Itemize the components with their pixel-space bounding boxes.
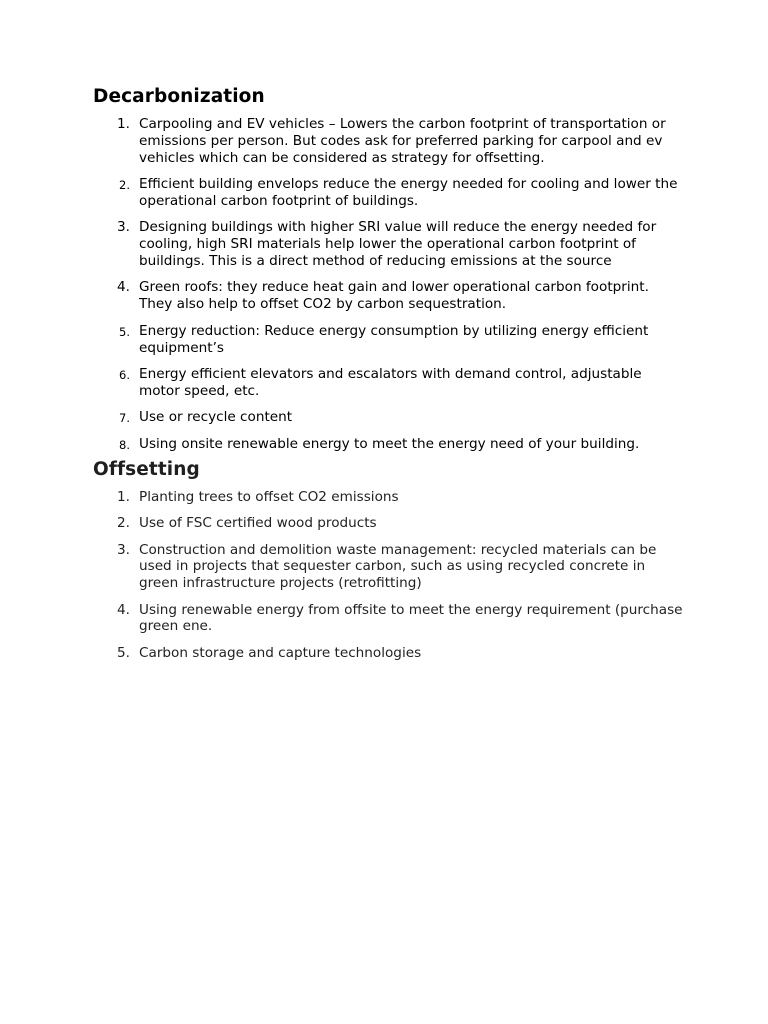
list-item-number: 5. xyxy=(117,644,130,661)
list-item-number: 4. xyxy=(117,601,130,618)
list-item xyxy=(93,489,683,506)
list-item-text: Efficient building envelops reduce the energy needed for cooling and lower the operational carbon footprint of buildings. xyxy=(139,176,678,209)
list-item-text: Use or recycle content xyxy=(139,409,293,426)
list-item xyxy=(93,436,683,453)
list-item-number: 2. xyxy=(119,178,130,193)
list-item-number: 1. xyxy=(117,116,130,132)
list-item xyxy=(93,515,683,532)
list-item-number: 5. xyxy=(119,324,130,339)
list-item-text: Planting trees to offset CO2 emissions xyxy=(139,488,399,505)
list-item-text: Using renewable energy from offsite to meet the energy requirement (purchase green ene. xyxy=(139,601,683,635)
list-item-text: Using onsite renewable energy to meet the energy need of your building. xyxy=(139,435,640,452)
list-item-number: 3. xyxy=(117,219,130,236)
list-item xyxy=(93,542,683,592)
list-item-number: 3. xyxy=(117,541,130,558)
section-heading-offsetting: Offsetting xyxy=(93,458,200,480)
list-item-text: Construction and demolition waste management: recycled materials can be used in projects that sequester carbon, such as using recycled concrete in green infrastructure projects (retrofitting) xyxy=(139,541,657,592)
list-item xyxy=(93,116,683,166)
list-item xyxy=(93,645,683,662)
list-item xyxy=(93,602,683,636)
list-item-number: 2. xyxy=(117,515,130,532)
list-item-text: Green roofs: they reduce heat gain and lower operational carbon footprint. They also help to offset CO2 by carbon sequestration. xyxy=(139,279,649,313)
list-item-number: 4. xyxy=(117,279,130,296)
list-item xyxy=(93,409,683,426)
list-item xyxy=(93,323,683,357)
section-heading-decarbonization: Decarbonization xyxy=(93,86,265,107)
decarbonization-list xyxy=(93,116,683,453)
list-item xyxy=(93,366,683,400)
list-item-number: 6. xyxy=(119,368,130,382)
list-item-text: Energy reduction: Reduce energy consumption by utilizing energy efficient equipment’s xyxy=(139,322,649,356)
list-item-text: Carpooling and EV vehicles – Lowers the carbon footprint of transportation or emissions per person. But codes ask for preferred parking for carpool and ev vehicles which can be considered as strategy for offsetting. xyxy=(139,116,666,166)
list-item xyxy=(93,279,683,313)
list-item xyxy=(93,176,683,210)
list-item-text: Designing buildings with higher SRI value will reduce the energy needed for cooling, high SRI materials help lower the operational carbon footprint of buildings. This is a direct method of reducing emissions at the source xyxy=(139,219,657,269)
list-item-number: 7. xyxy=(119,411,130,426)
list-item-number: 8. xyxy=(119,437,130,452)
offsetting-list xyxy=(93,489,683,662)
list-item-text: Use of FSC certified wood products xyxy=(139,515,377,532)
document-content xyxy=(93,86,683,671)
list-item-number: 1. xyxy=(117,488,130,505)
list-item-text: Energy efficient elevators and escalators with demand control, adjustable motor speed, etc. xyxy=(139,366,642,399)
list-item-text: Carbon storage and capture technologies xyxy=(139,644,422,661)
list-item xyxy=(93,219,683,269)
